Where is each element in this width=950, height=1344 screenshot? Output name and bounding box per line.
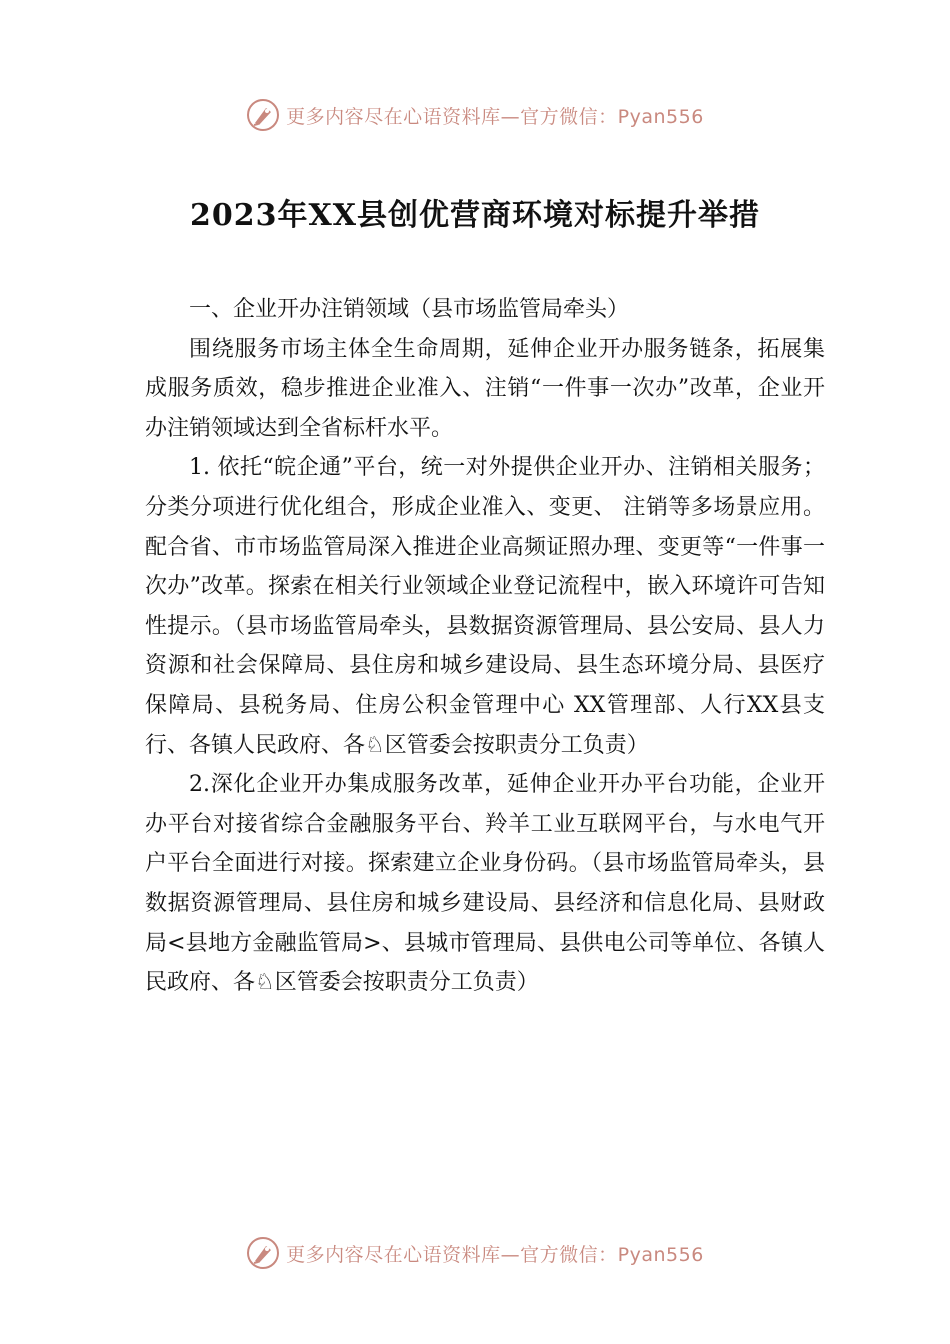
document-title: 2023年XX县创优营商环境对标提升举措 bbox=[189, 198, 761, 233]
measure-item-1: 1. 依托“皖企通”平台，统一对外提供企业开办、注销相关服务；分类分项进行优化组合，形成企业准入、变更、 注销等多场景应用。配合省、市市场监管局深入推进企业高频证照办理、变更等“一件事一次办”改革。探索在相关行业领域企业登记流程中，嵌入环境许可告知性提示。（县市场监管局牵头，县数据资源管理局、县公安局、县人力资源和社会保障局、县住房和城乡建设局、县生态环境分局、县医疗保障局、县税务局、住房公积金管理中心 XX管理部、人行XX县支行、各镇人民政府、各♘区管委会按职责分工负责） bbox=[145, 455, 825, 758]
pen-nib-logo-icon bbox=[246, 98, 280, 132]
intro-paragraph: 围绕服务市场主体全生命周期，延伸企业开办服务链条，拓展集成服务质效，稳步推进企业准入、注销“一件事一次办”改革，企业开办注销领域达到全省标杆水平。 bbox=[145, 336, 825, 441]
header-watermark bbox=[0, 95, 950, 135]
section-heading: 一、企业开办注销领域（县市场监管局牵头） bbox=[189, 297, 630, 322]
document-body bbox=[145, 290, 825, 1003]
footer-watermark bbox=[0, 1233, 950, 1273]
pen-nib-logo-icon bbox=[246, 1236, 280, 1270]
measure-item-2: 2.深化企业开办集成服务改革，延伸企业开办平台功能，企业开办平台对接省综合金融服务平台、羚羊工业互联网平台，与水电气开户平台全面进行对接。探索建立企业身份码。（县市场监管局牵头，县数据资源管理局、县住房和城乡建设局、县经济和信息化局、县财政局<县地方金融监管局>、县城市管理局、县供电公司等单位、各镇人民政府、各♘区管委会按职责分工负责） bbox=[145, 772, 825, 996]
watermark-text: 更多内容尽在心语资料库—官方微信：Pyan556 bbox=[286, 105, 704, 128]
watermark-text: 更多内容尽在心语资料库—官方微信：Pyan556 bbox=[286, 1243, 704, 1266]
